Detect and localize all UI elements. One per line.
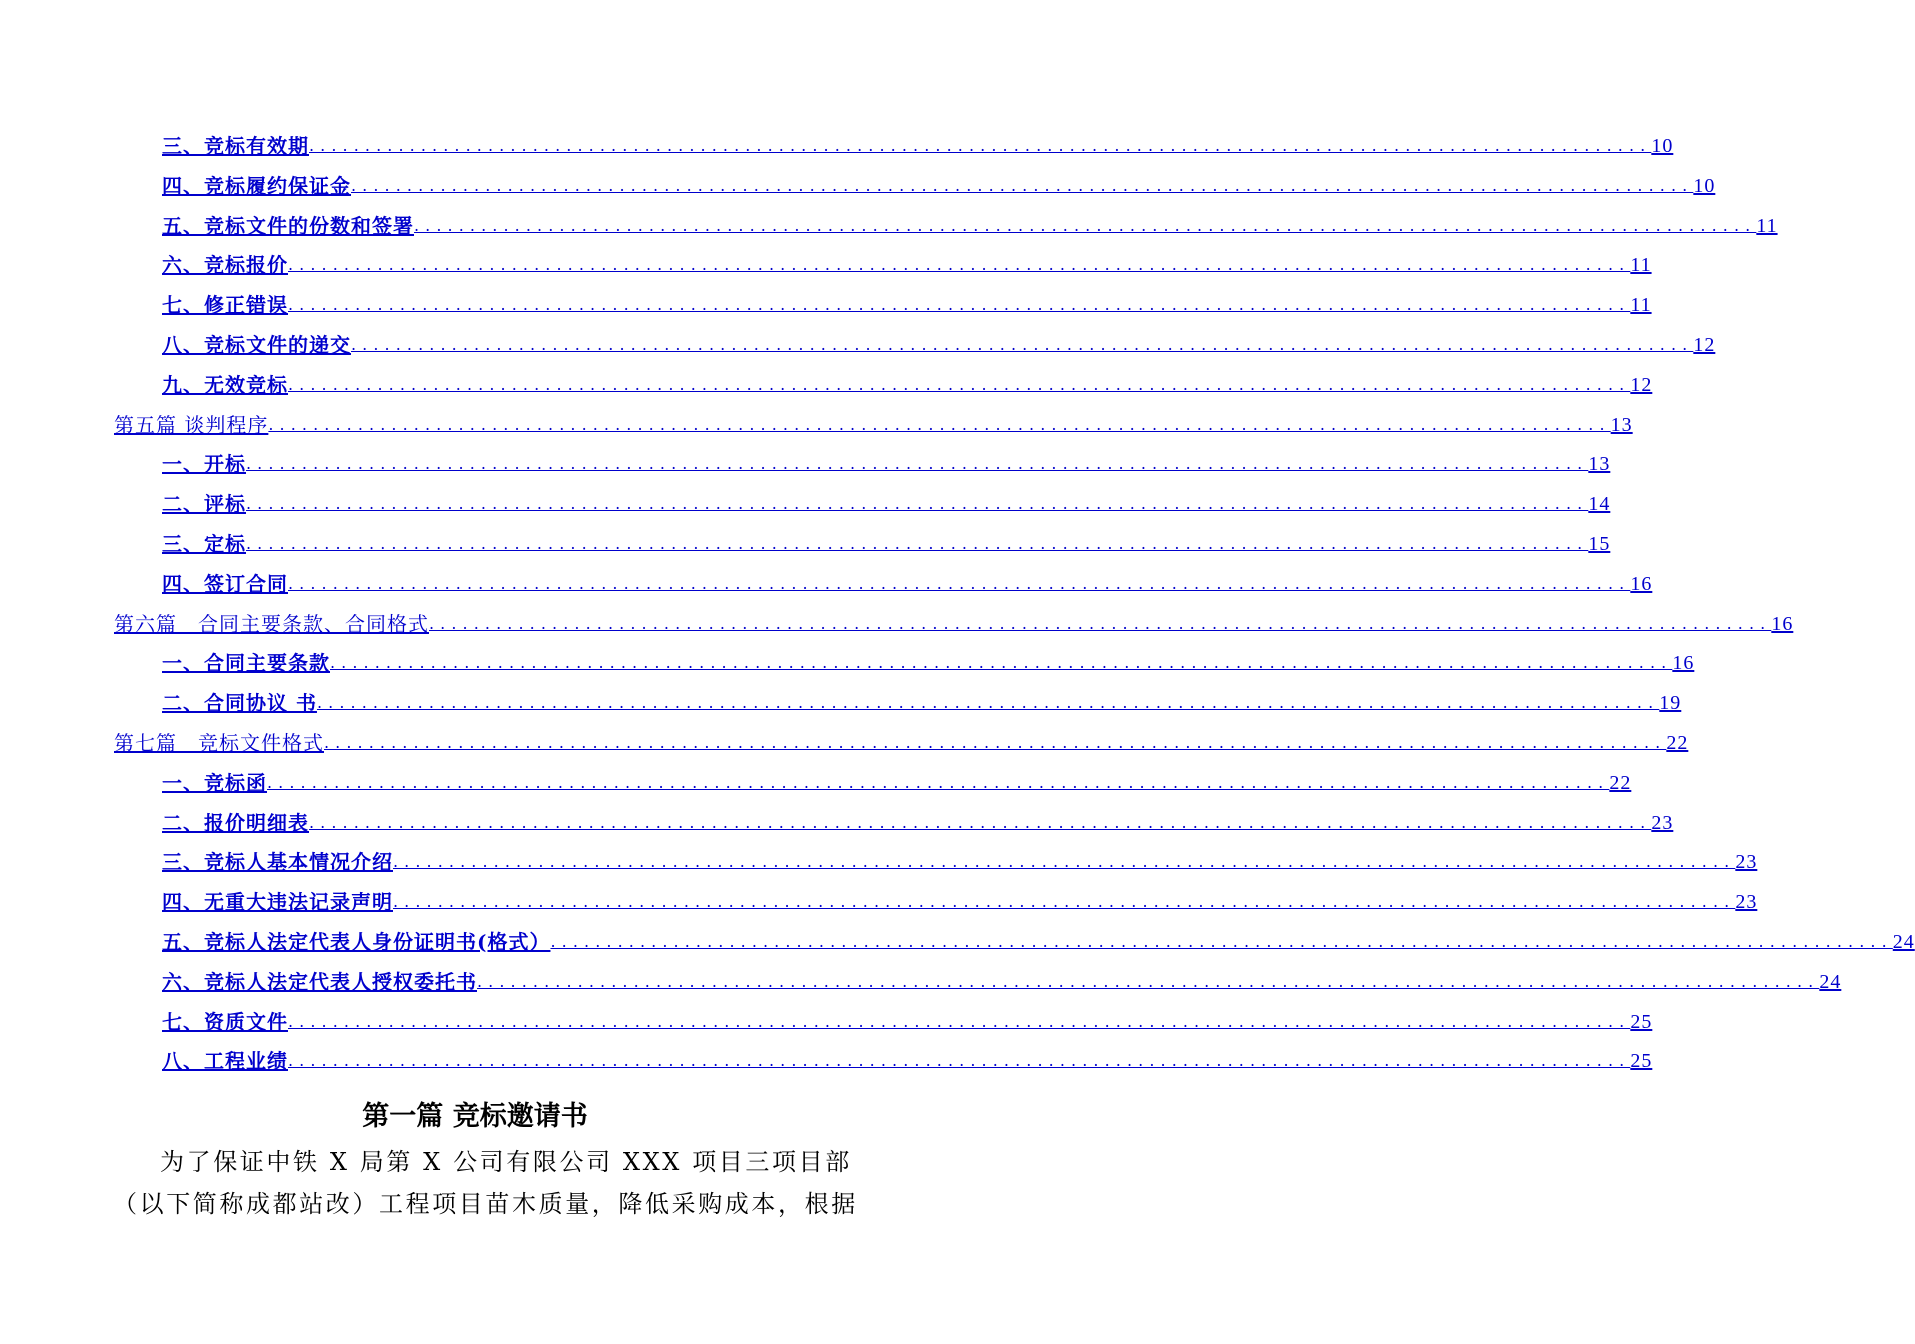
toc-entry-label: 七、资质文件 xyxy=(162,1009,288,1034)
toc-section-entry[interactable] xyxy=(162,955,1842,995)
toc-page-number: 24 xyxy=(1892,931,1915,953)
toc-section-entry[interactable] xyxy=(162,796,1674,836)
toc-leader-dots: ........................................................................................................................ xyxy=(268,414,1611,434)
toc-section-entry[interactable] xyxy=(162,1034,1653,1074)
toc-section-entry[interactable] xyxy=(162,756,1632,796)
toc-page-number: 11 xyxy=(1630,254,1652,277)
toc-section-entry[interactable] xyxy=(162,238,1652,278)
toc-section-entry[interactable] xyxy=(162,159,1716,199)
toc-entry-label: 八、竞标文件的递交 xyxy=(162,333,351,357)
toc-leader-dots: ........................................................................................................................ xyxy=(288,374,1631,394)
toc-page-number: 13 xyxy=(1588,453,1611,476)
toc-section-entry[interactable] xyxy=(162,636,1695,676)
toc-page-number: 22 xyxy=(1609,771,1632,794)
toc-leader-dots: ........................................................................................................................ xyxy=(550,932,1893,951)
body-paragraph-line-1: 为了保证中铁 X 局第 X 公司有限公司 XXX 项目三项目部 xyxy=(160,1148,852,1176)
toc-leader-dots: ........................................................................................................................ xyxy=(288,573,1631,593)
toc-section-entry[interactable] xyxy=(162,995,1653,1035)
toc-entry-label: 六、竞标报价 xyxy=(162,253,288,278)
toc-section-entry[interactable] xyxy=(162,437,1611,477)
toc-leader-dots: ........................................................................................................................ xyxy=(246,494,1589,514)
toc-entry-label: 八、工程业绩 xyxy=(162,1049,288,1074)
toc-entry-label: 三、定标 xyxy=(162,532,246,556)
toc-entry-label: 第六篇 合同主要条款、合同格式 xyxy=(114,611,429,636)
toc-entry-label: 九、无效竞标 xyxy=(162,372,288,397)
toc-page-number: 16 xyxy=(1771,612,1794,635)
toc-page-number: 23 xyxy=(1735,851,1758,874)
toc-page-number: 11 xyxy=(1756,214,1778,237)
toc-section-entry[interactable] xyxy=(162,517,1611,557)
toc-leader-dots: ........................................................................................................................ xyxy=(393,892,1736,912)
toc-page-number: 24 xyxy=(1819,970,1842,993)
toc-page-number: 12 xyxy=(1693,334,1716,356)
toc-leader-dots: ........................................................................................................................ xyxy=(309,136,1652,155)
toc-leader-dots: ........................................................................................................................ xyxy=(309,812,1652,832)
toc-section-entry[interactable] xyxy=(162,278,1652,318)
toc-part-entry[interactable] xyxy=(114,597,1794,637)
toc-entry-label: 一、竞标函 xyxy=(162,770,267,795)
toc-leader-dots: ........................................................................................................................ xyxy=(324,733,1667,752)
toc-leader-dots: ........................................................................................................................ xyxy=(414,215,1757,235)
toc-leader-dots: ........................................................................................................................ xyxy=(246,454,1589,474)
toc-page-number: 10 xyxy=(1693,174,1716,197)
toc-leader-dots: ........................................................................................................................ xyxy=(288,255,1631,275)
toc-leader-dots: ........................................................................................................................ xyxy=(246,534,1589,553)
toc-entry-label: 二、评标 xyxy=(162,492,246,517)
toc-section-entry[interactable] xyxy=(162,119,1674,159)
toc-page-number: 11 xyxy=(1630,294,1652,317)
toc-entry-label: 二、报价明细表 xyxy=(162,810,309,835)
toc-entry-label: 第七篇 竞标文件格式 xyxy=(114,731,324,755)
toc-entry-label: 五、竞标文件的份数和签署 xyxy=(162,213,414,238)
toc-page-number: 16 xyxy=(1672,652,1695,675)
toc-entry-label: 二、合同协议 书 xyxy=(162,691,317,716)
toc-part-entry[interactable] xyxy=(114,398,1633,438)
toc-page-number: 16 xyxy=(1630,572,1653,595)
toc-leader-dots: ........................................................................................................................ xyxy=(267,772,1610,792)
toc-entry-label: 第五篇 谈判程序 xyxy=(114,412,269,437)
toc-leader-dots: ........................................................................................................................ xyxy=(477,971,1820,991)
toc-page-number: 13 xyxy=(1610,413,1633,436)
toc-leader-dots: ........................................................................................................................ xyxy=(288,1011,1631,1031)
toc-page-number: 23 xyxy=(1651,811,1674,834)
toc-leader-dots: ........................................................................................................................ xyxy=(288,1051,1631,1071)
toc-leader-dots: ........................................................................................................................ xyxy=(288,295,1631,315)
toc-page-number: 14 xyxy=(1588,493,1611,516)
toc-entry-label: 四、签订合同 xyxy=(162,571,288,596)
toc-section-entry[interactable] xyxy=(162,835,1758,875)
body-paragraph-line-2: （以下简称成都站改）工程项目苗木质量，降低采购成本，根据 xyxy=(113,1190,858,1218)
toc-section-entry[interactable] xyxy=(162,557,1653,597)
toc-leader-dots: ........................................................................................................................ xyxy=(351,175,1694,195)
toc-page-number: 23 xyxy=(1735,891,1758,914)
toc-section-entry[interactable] xyxy=(162,875,1758,915)
toc-entry-label: 三、竞标人基本情况介绍 xyxy=(162,850,393,875)
toc-section-entry[interactable] xyxy=(162,477,1611,517)
toc-entry-label: 三、竞标有效期 xyxy=(162,134,309,158)
toc-entry-label: 四、竞标履约保证金 xyxy=(162,173,351,198)
toc-page-number: 12 xyxy=(1630,373,1653,396)
toc-entry-label: 一、开标 xyxy=(162,452,246,477)
toc-leader-dots: ........................................................................................................................ xyxy=(429,613,1772,633)
toc-entry-label: 一、合同主要条款 xyxy=(162,651,330,676)
section-heading: 第一篇 竞标邀请书 xyxy=(362,1101,588,1132)
toc-entry-label: 四、无重大违法记录声明 xyxy=(162,890,393,915)
toc-section-entry[interactable] xyxy=(162,318,1716,358)
toc-leader-dots: ........................................................................................................................ xyxy=(393,852,1736,872)
toc-section-entry[interactable] xyxy=(162,676,1682,716)
toc-part-entry[interactable] xyxy=(114,716,1689,756)
toc-page-number: 10 xyxy=(1651,135,1674,157)
toc-leader-dots: ........................................................................................................................ xyxy=(351,335,1694,354)
toc-page-number: 25 xyxy=(1630,1010,1653,1033)
toc-page-number: 22 xyxy=(1666,732,1689,754)
toc-entry-label: 五、竞标人法定代表人身份证明书(格式） xyxy=(162,930,551,954)
toc-entry-label: 七、修正错误 xyxy=(162,293,288,318)
toc-entry-label: 六、竞标人法定代表人授权委托书 xyxy=(162,969,477,994)
toc-page-number: 25 xyxy=(1630,1050,1653,1073)
toc-section-entry[interactable] xyxy=(162,199,1778,239)
toc-leader-dots: ........................................................................................................................ xyxy=(330,653,1673,673)
toc-leader-dots: ........................................................................................................................ xyxy=(316,693,1660,713)
toc-page-number: 15 xyxy=(1588,533,1611,555)
toc-section-entry[interactable] xyxy=(162,358,1653,398)
toc-section-entry[interactable] xyxy=(162,915,1915,955)
toc-page-number: 19 xyxy=(1659,692,1682,715)
